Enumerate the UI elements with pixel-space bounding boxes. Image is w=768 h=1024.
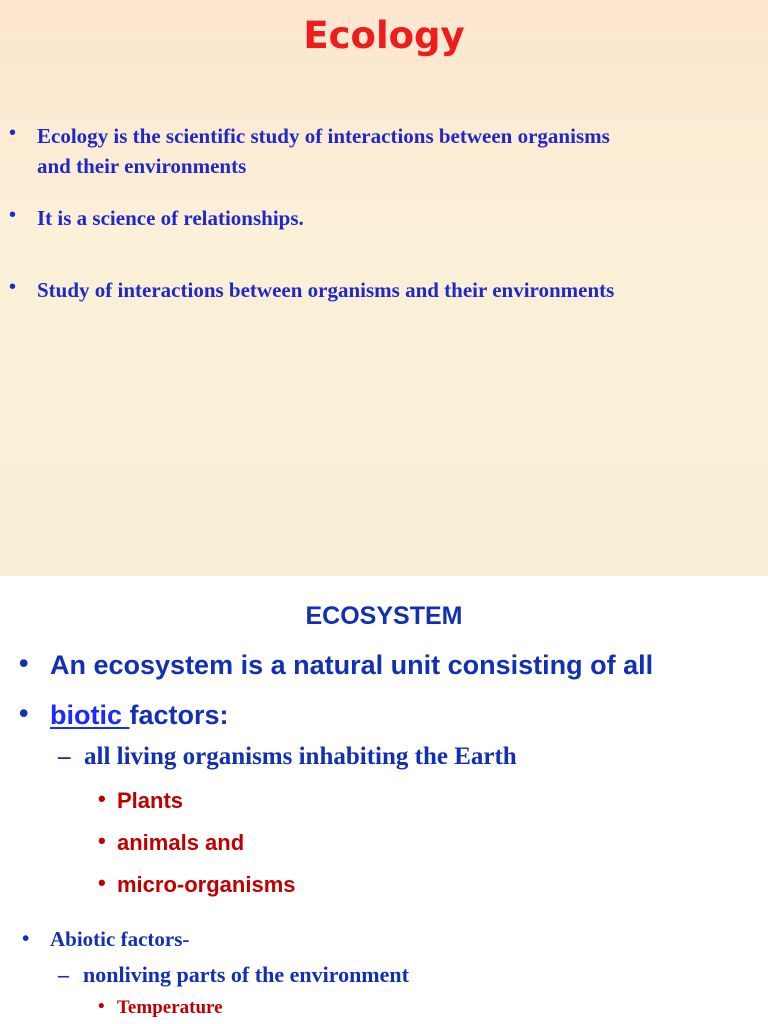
slide-title: ECOSYSTEM: [305, 602, 463, 630]
ecosystem-definition: An ecosystem is a natural unit consisting of all: [50, 650, 654, 680]
biotic-item-plants: Plants: [117, 788, 184, 813]
biotic-factors-label: factors:: [129, 700, 229, 730]
bullet-marker: •: [98, 996, 105, 1017]
slide-title: Ecology: [303, 14, 465, 57]
bullet-marker: •: [22, 926, 30, 950]
bullet-definition-line2: and their environments: [37, 154, 247, 178]
slide-ecosystem: [0, 576, 768, 1024]
abiotic-description: nonliving parts of the environment: [83, 962, 409, 987]
bullet-marker: •: [9, 122, 17, 144]
bullet-marker: •: [9, 204, 17, 226]
bullet-definition-line1: Ecology is the scientific study of interactions between organisms: [37, 124, 610, 148]
bullet-marker: •: [19, 698, 29, 728]
biotic-item-animals: animals and: [117, 830, 245, 855]
abiotic-factors: Abiotic factors-: [50, 927, 190, 951]
bullet-marker: •: [98, 870, 106, 895]
bullet-relationships: It is a science of relationships.: [37, 206, 304, 230]
bullet-marker: •: [9, 276, 17, 298]
bullet-study: Study of interactions between organisms and their environments: [37, 278, 615, 302]
bullet-marker: •: [98, 828, 106, 853]
bullet-marker: •: [19, 648, 29, 678]
biotic-item-microorganisms: micro-organisms: [117, 872, 296, 897]
biotic-description: all living organisms inhabiting the Earth: [84, 743, 517, 770]
bullet-marker: •: [98, 786, 106, 811]
biotic-link[interactable]: biotic: [50, 700, 130, 730]
biotic-factors-line: [50, 700, 229, 731]
dash-marker: –: [58, 962, 69, 987]
abiotic-item-temperature: Temperature: [117, 997, 223, 1018]
dash-marker: –: [58, 743, 71, 770]
